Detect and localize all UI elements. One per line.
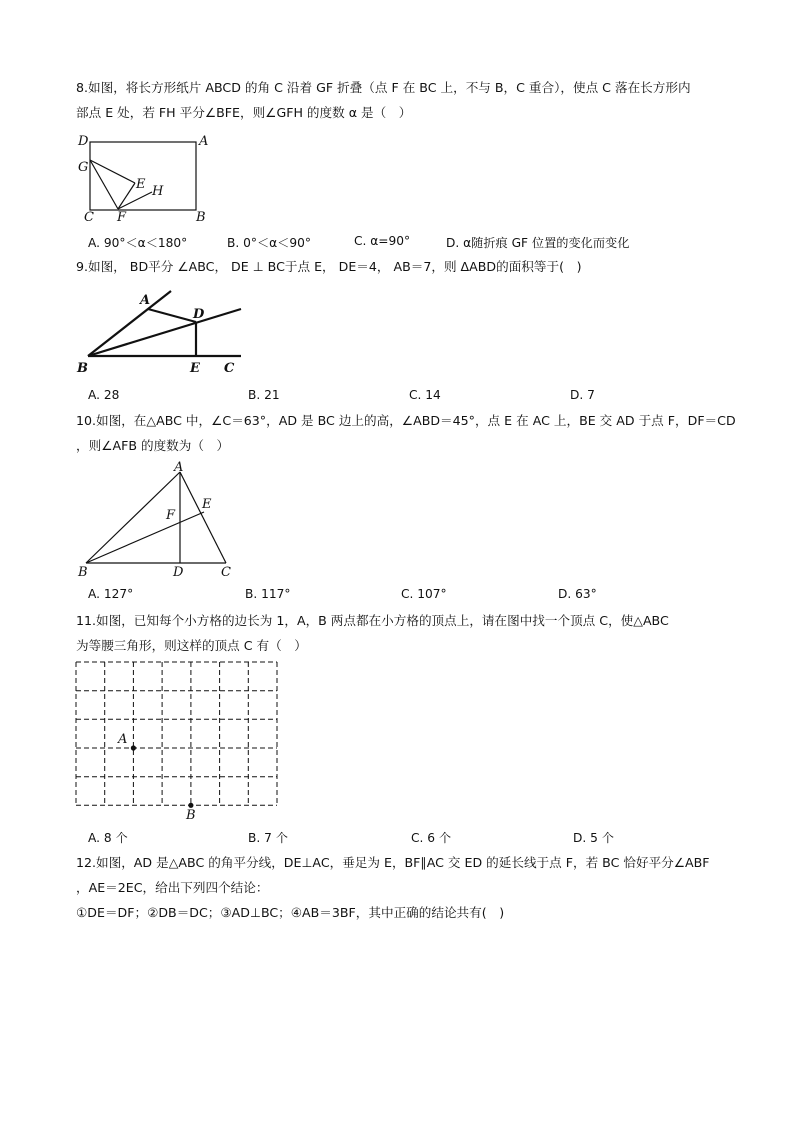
q9-label-D: D bbox=[193, 307, 205, 322]
q10-line-1: 10.如图，在△ABC 中，∠C＝63°，AD 是 BC 边上的高，∠ABD＝45°，点 E 在 AC 上，BE 交 AD 于点 F，DF＝CD bbox=[76, 413, 736, 428]
q9-label-A: A bbox=[140, 293, 151, 308]
q10-label-D: D bbox=[173, 565, 184, 580]
q10-label-A: A bbox=[174, 460, 184, 475]
q8-label-C: C bbox=[84, 210, 94, 225]
q9-option-a[interactable]: A. 28 bbox=[88, 388, 120, 402]
q8-label-H: H bbox=[152, 184, 164, 199]
q9-label-E: E bbox=[190, 361, 200, 376]
q8-label-A: A bbox=[199, 134, 209, 149]
q11-option-d[interactable]: D. 5 个 bbox=[573, 831, 614, 845]
q12-line-1: 12.如图，AD 是△ABC 的角平分线，DE⊥AC，垂足为 E，BF∥AC 交 ED 的延长线于点 F，若 BC 恰好平分∠ABF bbox=[76, 855, 710, 870]
q8-figure bbox=[72, 128, 222, 226]
q9-option-b[interactable]: B. 21 bbox=[248, 388, 280, 402]
q8-label-F: F bbox=[117, 210, 127, 225]
q10-label-F: F bbox=[166, 508, 176, 523]
q11-grid-figure bbox=[72, 656, 284, 822]
q9-line-1: 9.如图， BD平分 ∠ABC， DE ⊥ BC于点 E， DE＝4， AB＝7，则 ΔABD的面积等于( ) bbox=[76, 259, 582, 274]
q10-line-2: ，则∠AFB 的度数为（ ） bbox=[76, 438, 230, 453]
q8-option-a[interactable]: A. 90°＜α＜180° bbox=[88, 236, 188, 250]
q11-line-2: 为等腰三角形，则这样的顶点 C 有（ ） bbox=[76, 638, 307, 653]
q9-option-c[interactable]: C. 14 bbox=[409, 388, 441, 402]
q8-option-c[interactable]: C. α=90° bbox=[354, 234, 411, 248]
q11-option-b[interactable]: B. 7 个 bbox=[248, 831, 288, 845]
q9-figure bbox=[76, 285, 252, 377]
q8-line-2: 部点 E 处，若 FH 平分∠BFE，则∠GFH 的度数 α 是（ ） bbox=[76, 105, 412, 120]
q8-label-E: E bbox=[136, 177, 146, 192]
q11-point-a bbox=[131, 745, 136, 750]
q11-option-a[interactable]: A. 8 个 bbox=[88, 831, 128, 845]
q8-label-G: G bbox=[78, 160, 89, 175]
q11-line-1: 11.如图，已知每个小方格的边长为 1，A，B 两点都在小方格的顶点上，请在图中找一个顶点 C，使△ABC bbox=[76, 613, 669, 628]
q10-option-b[interactable]: B. 117° bbox=[245, 587, 291, 601]
q10-option-d[interactable]: D. 63° bbox=[558, 587, 597, 601]
q10-option-a[interactable]: A. 127° bbox=[88, 587, 134, 601]
q11-option-c[interactable]: C. 6 个 bbox=[411, 831, 452, 845]
q8-option-d[interactable]: D. α随折痕 GF 位置的变化而变化 bbox=[446, 236, 630, 250]
q9-label-C: C bbox=[224, 361, 235, 376]
q10-label-C: C bbox=[221, 565, 231, 580]
q12-line-3: ①DE＝DF；②DB＝DC；③AD⊥BC；④AB＝3BF，其中正确的结论共有( ) bbox=[76, 905, 505, 920]
q12-line-2: ，AE＝2EC，给出下列四个结论： bbox=[76, 880, 269, 895]
q8-label-D: D bbox=[78, 134, 89, 149]
q11-label-B: B bbox=[186, 808, 196, 823]
q10-label-B: B bbox=[78, 565, 88, 580]
q11-label-A: A bbox=[118, 732, 128, 747]
q9-label-B: B bbox=[77, 361, 88, 376]
q8-line-1: 8.如图，将长方形纸片 ABCD 的角 C 沿着 GF 折叠（点 F 在 BC 上，不与 B，C 重合），使点 C 落在长方形内 bbox=[76, 80, 691, 95]
q10-option-c[interactable]: C. 107° bbox=[401, 587, 447, 601]
q8-option-b[interactable]: B. 0°＜α＜90° bbox=[227, 236, 311, 250]
q10-label-E: E bbox=[202, 497, 212, 512]
q10-figure bbox=[76, 460, 246, 580]
q9-option-d[interactable]: D. 7 bbox=[570, 388, 595, 402]
q8-label-B: B bbox=[196, 210, 206, 225]
